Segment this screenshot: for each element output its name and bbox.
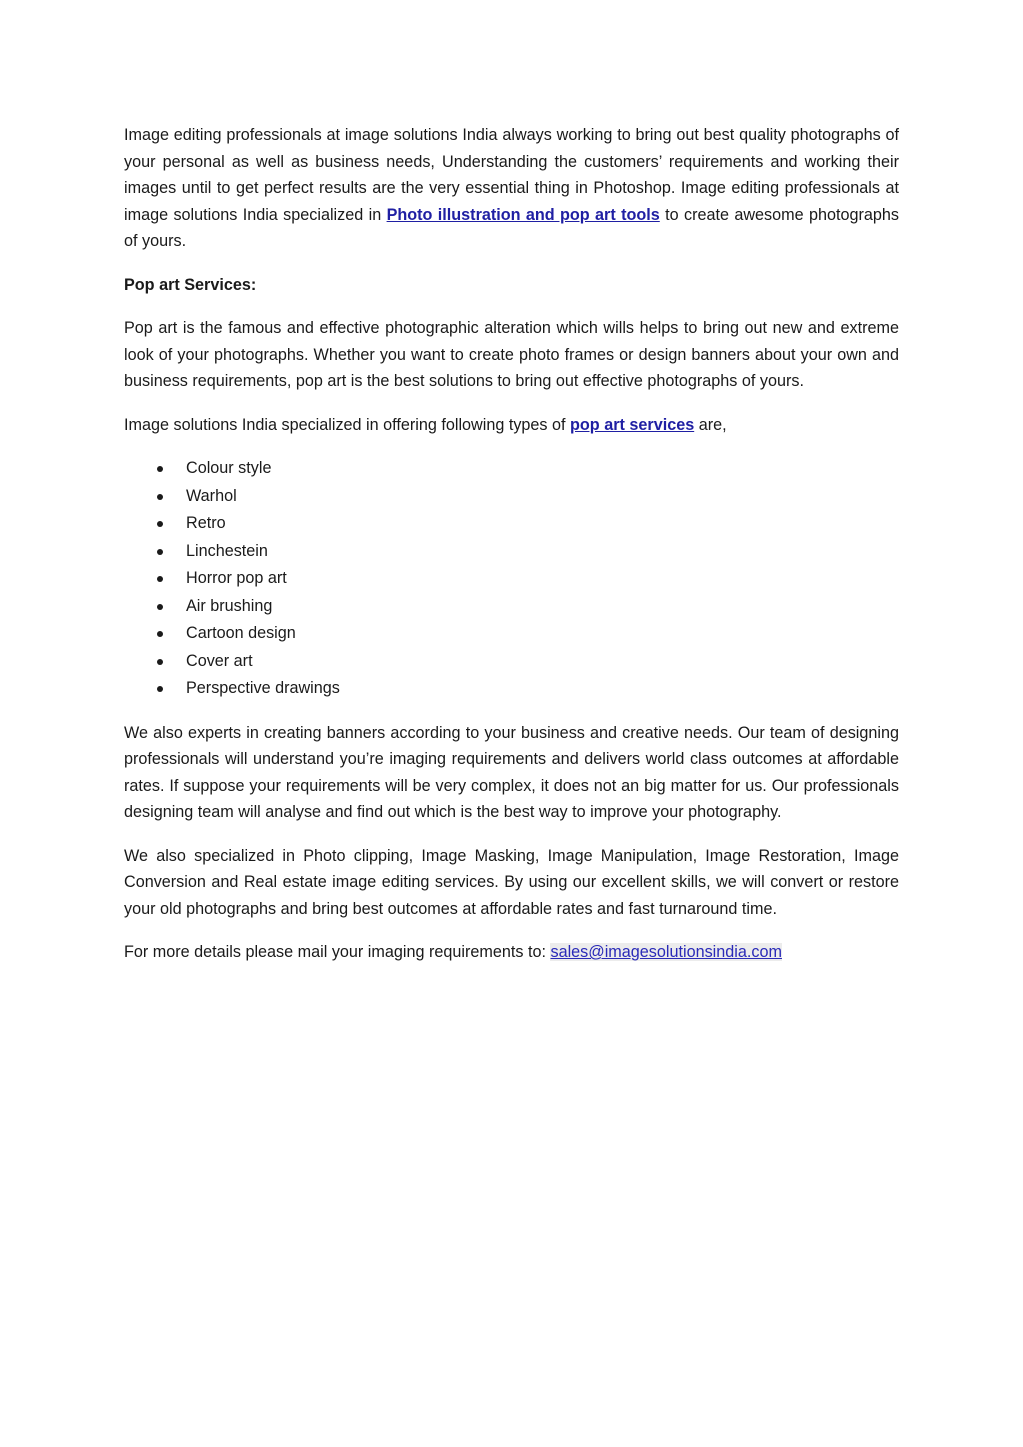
service-label: Cartoon design <box>186 624 296 642</box>
offer-paragraph <box>124 412 899 439</box>
bullet-icon <box>157 576 163 582</box>
list-item <box>124 648 899 676</box>
bullet-icon <box>157 549 163 555</box>
bullet-icon <box>157 521 163 527</box>
service-label: Cover art <box>186 651 253 670</box>
offer-text-end: are, <box>694 415 727 434</box>
contact-paragraph <box>124 939 899 966</box>
service-label: Linchestein <box>186 541 268 560</box>
bullet-icon <box>157 659 163 665</box>
service-label: Retro <box>186 514 226 532</box>
bullet-icon <box>157 686 163 692</box>
services-list <box>124 455 899 703</box>
service-label: Horror pop art <box>186 569 287 587</box>
list-item <box>124 565 899 593</box>
specialized-paragraph: We also specialized in Photo clipping, Image Masking, Image Manipulation, Image Restoration, Image Conversion and Real estate image editing services. By using our excellent skills, we will convert or restore your old photographs and bring best outcomes at affordable rates and fast turnaround time. <box>124 846 899 918</box>
list-item <box>124 538 899 566</box>
service-label: Air brushing <box>186 596 273 615</box>
intro-text: Image editing professionals at image solutions India always working to bring out best quality photographs of your personal as well as business needs, Understanding the customers’ requirements and working their images until to get perfect results are the very essential thing in Photoshop. Image editing professionals at image solutions India specialized in <box>124 126 899 224</box>
list-item <box>124 483 899 511</box>
contact-text: For more details please mail your imaging requirements to: <box>124 943 551 961</box>
pop-art-services-link[interactable]: pop art services <box>570 415 695 434</box>
list-item <box>124 675 899 703</box>
service-label: Colour style <box>186 459 272 477</box>
intro-paragraph <box>124 122 899 255</box>
email-link[interactable]: sales@imagesolutionsindia.com <box>550 943 782 961</box>
list-item <box>124 620 899 648</box>
bullet-icon <box>157 604 163 610</box>
service-label: Warhol <box>186 486 237 505</box>
bullet-icon <box>157 466 163 472</box>
pop-art-heading: Pop art Services: <box>124 275 257 294</box>
offer-text: Image solutions India specialized in offering following types of <box>124 415 571 434</box>
pop-art-description: Pop art is the famous and effective photographic alteration which wills helps to bring out new and extreme look of your photographs. Whether you want to create photo frames or design banners about your own and business requirements, pop art is the best solutions to bring out effective photographs of yours. <box>124 319 899 390</box>
list-item <box>124 455 899 483</box>
service-label: Perspective drawings <box>186 679 340 697</box>
banners-paragraph: We also experts in creating banners according to your business and creative needs. Our team of designing professionals will understand you’re imaging requirements and delivers world class outcomes at affordable rates. If suppose your requirements will be very complex, it does not an big matter for us. Our professionals designing team will analyse and find out which is the best way to improve your photography. <box>124 723 899 821</box>
photo-illustration-link[interactable]: Photo illustration and pop art tools <box>386 205 660 224</box>
document-page <box>124 122 899 983</box>
list-item <box>124 510 899 538</box>
intro-text-end: to create awesome photographs of yours. <box>124 205 899 250</box>
list-item <box>124 593 899 621</box>
bullet-icon <box>157 494 163 500</box>
bullet-icon <box>157 631 163 637</box>
